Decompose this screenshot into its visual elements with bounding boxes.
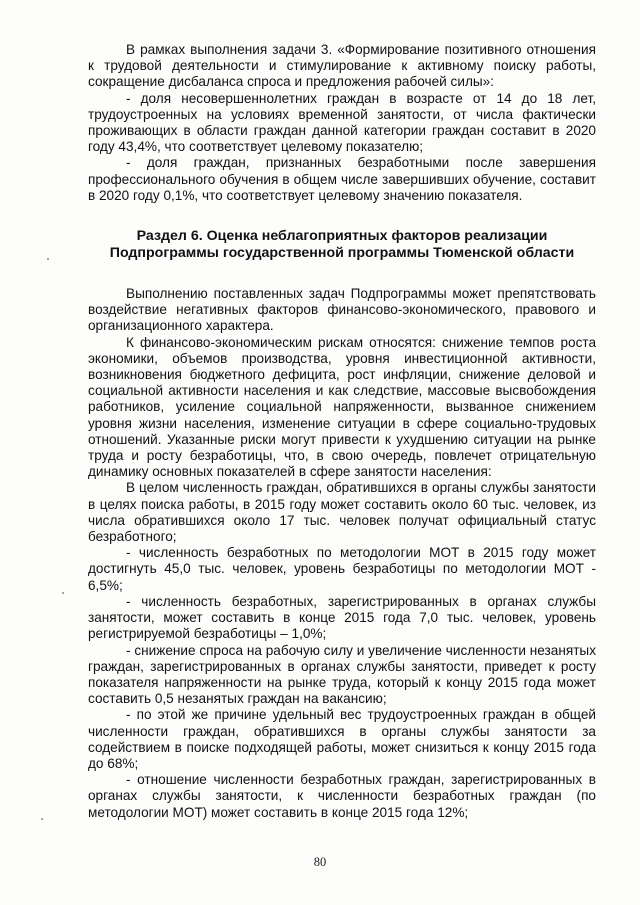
section-heading-line-1: Раздел 6. Оценка неблагоприятных факторов реализации [136, 228, 548, 245]
document-body [88, 42, 596, 821]
paragraph-task3-intro: В рамках выполнения задачи 3. «Формирование позитивного отношения к трудовой деятельности и стимулирование к активному поиску работы, сокращение дисбаланса спроса и предложения рабочей силы»: [88, 42, 596, 90]
scan-speck [47, 258, 49, 260]
paragraph-minors-employment: - доля несовершеннолетних граждан в возрасте от 14 до 18 лет, трудоустроенных на условиях временной занятости, от числа фактически проживающих в области граждан данной категории граждан составит в 2020 году 43,4%, что соответствует целевому показателю; [88, 90, 596, 155]
scan-speck [62, 592, 64, 594]
paragraph-negative-factors: Выполнению поставленных задач Подпрограммы может препятствовать воздействие негативных факторов финансово-экономического, правового и организационного характера. [88, 286, 596, 334]
section-heading-line-2: Подпрограммы государственной программы Тюменской области [109, 245, 575, 262]
section-heading [88, 228, 596, 262]
scan-speck [41, 818, 43, 820]
paragraph-ilo-unemployment: - численность безработных по методологии МОТ в 2015 году может достигнуть 45,0 тыс. человек, уровень безработицы по методологии МОТ - 6,5%; [88, 545, 596, 593]
paragraph-financial-risks: К финансово-экономическим рискам относятся: снижение темпов роста экономики, объемов производства, уровня инвестиционной активности, возникновения бюджетного дефицита, рост инфляции, снижение деловой и социальной активности населения и как следствие, массовые высвобождения работников, усиление социальной напряженности, вызванное снижением уровня жизни населения, изменение ситуации в сфере социально-трудовых отношений. Указанные риски могут привести к ухудшению ситуации на рынке труда и росту безработицы, что, в свою очередь, повлечет отрицательную динамику основных показателей в сфере занятости населения: [88, 334, 596, 480]
paragraph-employed-share: - по этой же причине удельный вес трудоустроенных граждан в общей численности граждан, обратившихся в органы службы занятости за содействием в поиске подходящей работы, может снизиться к концу 2015 года до 68%; [88, 707, 596, 771]
paragraph-ratio-registered-ilo: - отношение численности безработных граждан, зарегистрированных в органах службы занятости, к численности безработных граждан (по методологии МОТ) может составить в конце 2015 года 12%; [88, 772, 596, 820]
page-number: 80 [313, 855, 327, 869]
paragraph-labor-market-tension: - снижение спроса на рабочую силу и увеличение численности незанятых граждан, зарегистрированных в органах службы занятости, приведет к росту показателя напряженности на рынке труда, который к концу 2015 года может составить 0,5 незанятых граждан на вакансию; [88, 642, 596, 707]
paragraph-applicants-count: В целом численность граждан, обратившихся в органы службы занятости в целях поиска работы, в 2015 году может составить около 60 тыс. человек, из числа обратившихся около 17 тыс. человек получат официальный статус безработного; [88, 480, 596, 545]
paragraph-unemployed-after-training: - доля граждан, признанных безработными после завершения профессионального обучения в общем числе завершивших обучение, составит в 2020 году 0,1%, что соответствует целевому значению показателя. [88, 155, 596, 203]
paragraph-registered-unemployment: - численность безработных, зарегистрированных в органах службы занятости, может составить в конце 2015 года 7,0 тыс. человек, уровень регистрируемой безработицы – 1,0%; [88, 593, 596, 642]
